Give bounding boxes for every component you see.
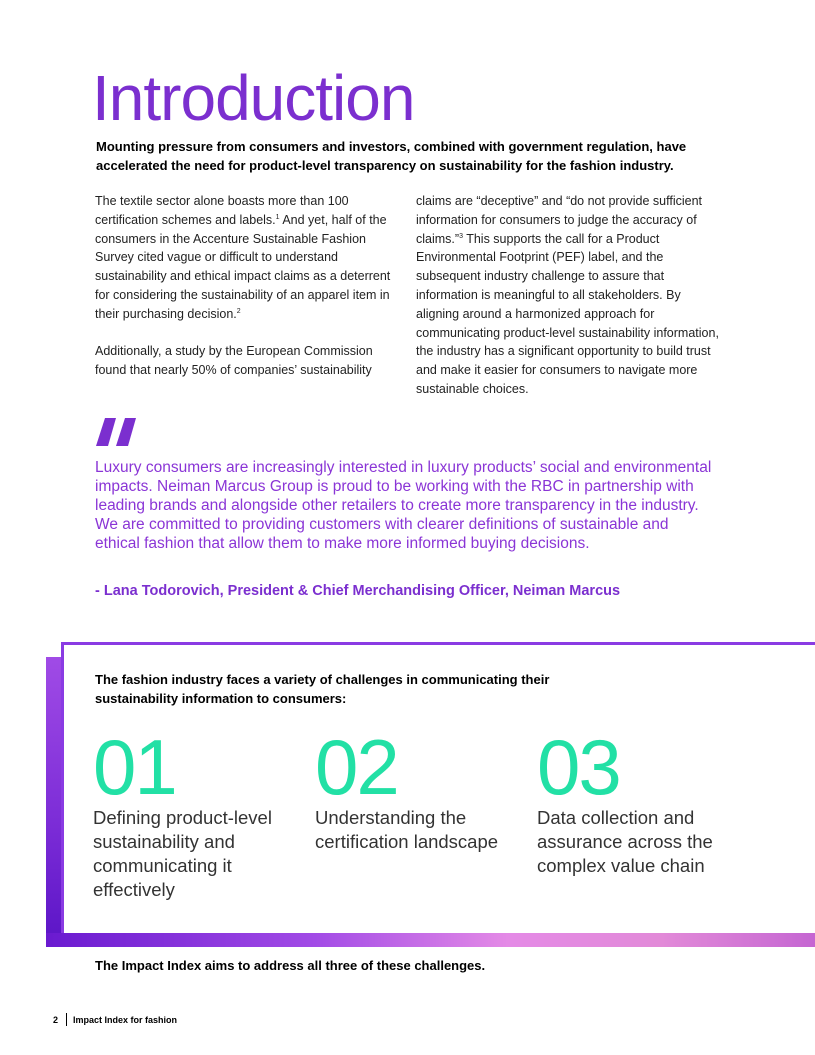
footnote-ref-1: 1	[275, 213, 280, 221]
intro-lede: Mounting pressure from consumers and investors, combined with government regulation, have accelerated the need for product-level transparency on sustainability for the fashion industry.	[96, 139, 687, 173]
footnote-ref-2: 2	[236, 307, 241, 315]
closing-statement: The Impact Index aims to address all three of these challenges.	[95, 958, 486, 973]
quote-attribution: - Lana Todorovich, President & Chief Merchandising Officer, Neiman Marcus	[95, 583, 621, 599]
body-paragraph-1: The textile sector alone boasts more than 100 certification schemes and labels.$^1$ And yet, half of the consumers in the Accenture Sustainable Fashion Survey cited vague or difficult to understand sustainability and ethical impact claims as a deterrent for considering the sustainability of an apparel item in their purchasing decision.$^2$	[95, 194, 391, 321]
challenge-item-1	[93, 723, 293, 902]
challenge-number: 01	[93, 723, 176, 811]
page-footer	[53, 1013, 177, 1026]
body-column-left	[95, 192, 405, 380]
challenge-number: 03	[537, 723, 620, 811]
challenge-text: Defining product-level sustainability and communicating it effectively	[93, 807, 272, 900]
publication-name: Impact Index for fashion	[73, 1014, 178, 1025]
quote-icon	[96, 418, 138, 446]
page-number: 2	[53, 1014, 59, 1025]
challenge-number: 02	[315, 723, 398, 811]
page-title: Introduction	[92, 62, 415, 134]
footer-divider	[66, 1013, 67, 1026]
challenge-text: Data collection and assurance across the complex value chain	[537, 807, 713, 876]
footnote-ref-3: 3	[459, 232, 463, 240]
challenge-item-2	[315, 723, 515, 854]
body-column-right	[416, 192, 721, 399]
pull-quote: Luxury consumers are increasingly interested in luxury products’ social and environmental impacts. Neiman Marcus Group is proud to be working with the RBC in partnership with leading brands and alongside other retailers to create more transparency in the industry. We are committed to providing customers with clearer definitions of sustainable and ethical fashion that allow them to make more informed buying decisions.	[95, 459, 712, 552]
challenge-text: Understanding the certification landscape	[315, 807, 499, 852]
challenges-box-accent-left	[46, 657, 61, 947]
body-paragraph-3: claims are “deceptive” and “do not provide sufficient information for consumers to judge the accuracy of claims.”$^3$ This supports the call for a Product Environmental Footprint (PEF) label, and the subsequent industry challenge to assure that information is meaningful to all stakeholders. By aligning around a harmonized approach for communicating product-level sustainability information, the industry has a significant opportunity to build trust and make it easier for consumers to navigate more sustainable choices.	[416, 194, 719, 396]
body-paragraph-2: Additionally, a study by the European Commission found that nearly 50% of companies’ sustainability	[95, 344, 373, 378]
challenges-box-accent-bottom	[46, 933, 815, 947]
challenge-item-3	[537, 723, 747, 878]
challenges-intro: The fashion industry faces a variety of challenges in communicating their sustainability information to consumers:	[95, 672, 550, 706]
